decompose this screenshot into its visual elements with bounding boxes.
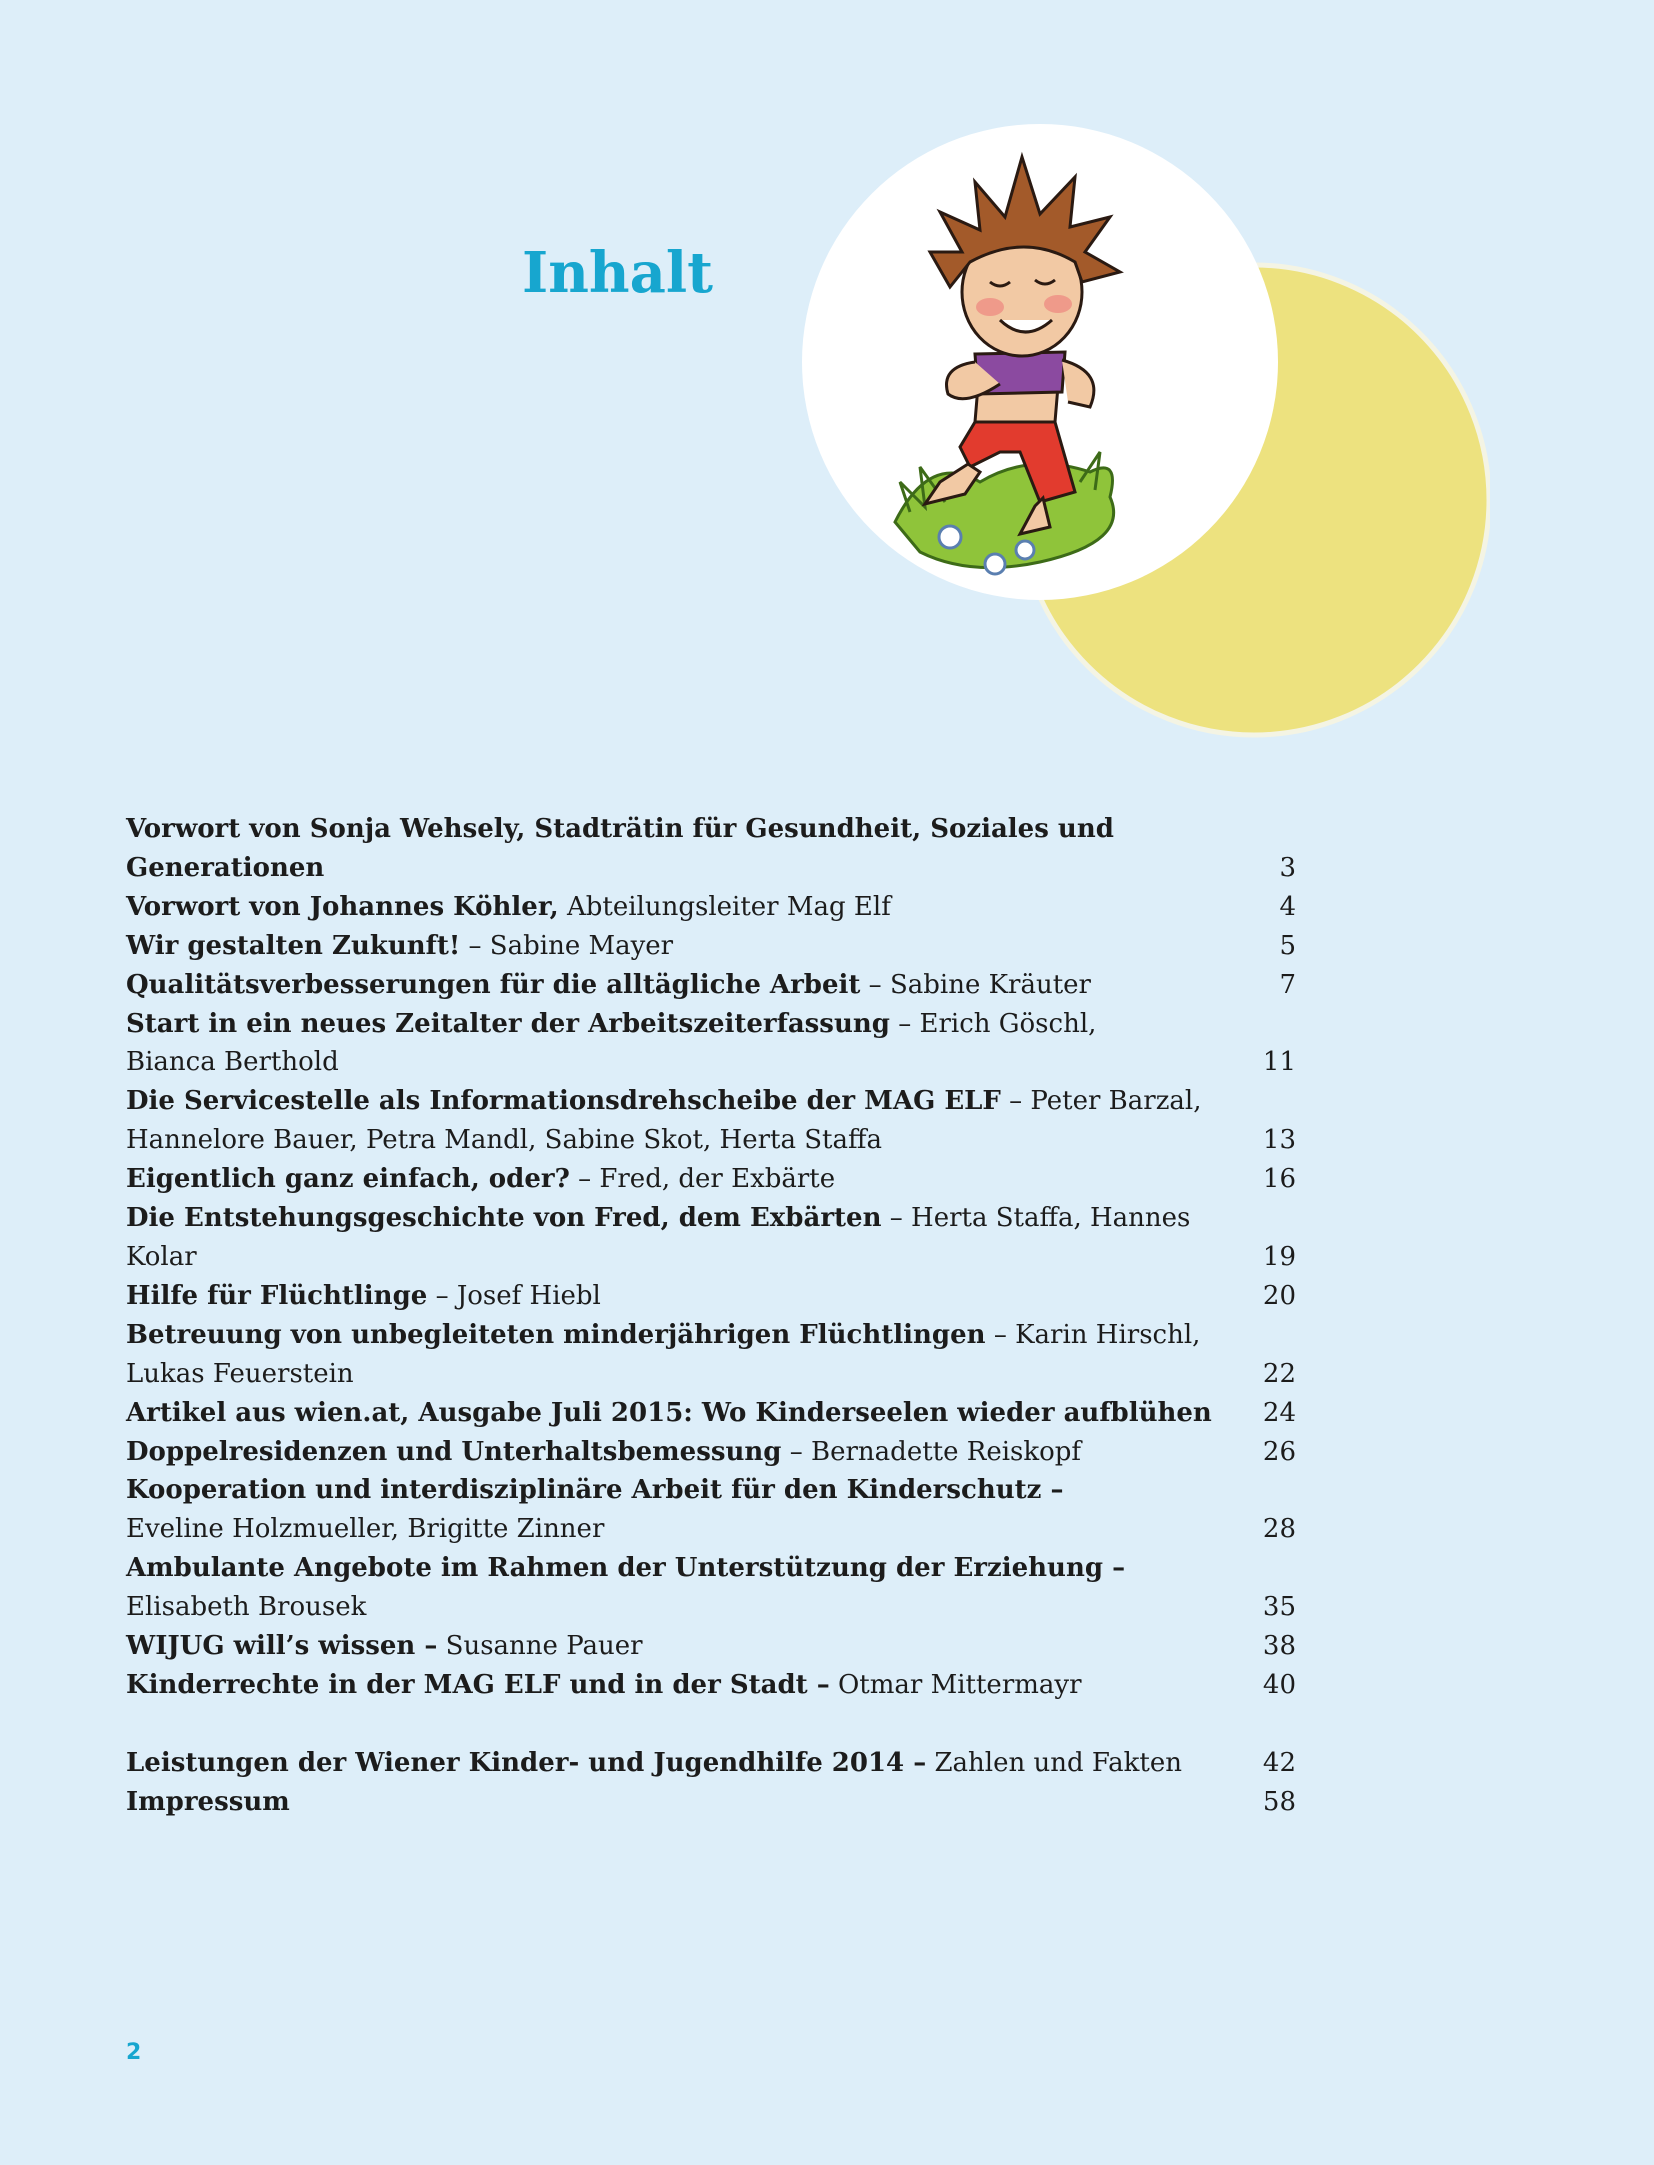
toc-entry-text [126, 1277, 601, 1316]
toc-entry-text [126, 966, 1091, 1005]
toc-entry-page-number: 5 [1279, 930, 1296, 961]
toc-entry [126, 1199, 1296, 1277]
toc-entry-text [126, 1744, 1182, 1783]
toc-entry-author: Abteilungsleiter Mag Elf [558, 891, 891, 922]
toc-entry-page-number: 11 [1262, 1047, 1296, 1078]
toc-entry-text [126, 1005, 1096, 1083]
toc-entry-text [126, 1471, 1064, 1549]
toc-entry-title: Doppelresidenzen und Unterhaltsbemessung [126, 1436, 782, 1467]
toc-entry-text [126, 1433, 1081, 1472]
toc-entry-title: Hilfe für Flüchtlinge [126, 1280, 428, 1311]
toc-entry [126, 1666, 1296, 1705]
toc-entry [126, 1394, 1296, 1433]
toc-entry-author: Zahlen und Fakten [926, 1747, 1183, 1778]
toc-entry [126, 1082, 1296, 1160]
toc-entry [126, 810, 1296, 888]
toc-entry-title: WIJUG will’s wissen – [126, 1631, 438, 1662]
toc-entry [126, 1433, 1296, 1472]
toc-entry-text [126, 1394, 1212, 1433]
table-of-contents [126, 810, 1296, 1822]
toc-entry-author: Otmar Mittermayr [829, 1669, 1082, 1700]
toc-entry-page-number: 3 [1279, 852, 1296, 883]
toc-entry [126, 888, 1296, 927]
toc-entry-author: – Erich Göschl, [889, 1008, 1097, 1039]
toc-entry-title: Vorwort von Sonja Wehsely, Stadträtin für Gesundheit, Soziales und Generationen [126, 814, 1114, 883]
toc-main-list [126, 810, 1296, 1705]
toc-entry-title: Vorwort von Johannes Köhler, [126, 891, 559, 922]
toc-entry-author: – Josef Hiebl [427, 1280, 601, 1311]
toc-entry-page-number: 28 [1262, 1514, 1296, 1545]
toc-entry-text [126, 1549, 1125, 1627]
toc-entry [126, 927, 1296, 966]
toc-entry-title: Die Servicestelle als Informationsdrehscheibe der MAG ELF [126, 1086, 1001, 1117]
toc-spacer [126, 1705, 1296, 1744]
toc-entry [126, 1005, 1296, 1083]
toc-entry-title: Die Entstehungsgeschichte von Fred, dem Exbärten [126, 1203, 882, 1234]
toc-entry-title: Start in ein neues Zeitalter der Arbeitszeiterfassung [126, 1008, 890, 1039]
toc-entry-title: Betreuung von unbegleiteten minderjährigen Flüchtlingen [126, 1319, 986, 1350]
toc-entry [126, 1549, 1296, 1627]
toc-entry-text [126, 1316, 1200, 1394]
toc-entry-author: – Peter Barzal, [1000, 1086, 1202, 1117]
toc-entry-title: Eigentlich ganz einfach, oder? [126, 1164, 570, 1195]
toc-entry [126, 1277, 1296, 1316]
toc-entry-author: – Fred, der Exbärte [569, 1164, 836, 1195]
toc-entry-page-number: 7 [1279, 969, 1296, 1000]
toc-entry-text [126, 1666, 1082, 1705]
toc-entry-page-number: 58 [1262, 1786, 1296, 1817]
toc-entry-author-continued: Lukas Feuerstein [126, 1358, 354, 1389]
toc-entry-text [126, 1783, 290, 1822]
toc-entry-author: Susanne Pauer [437, 1631, 643, 1662]
toc-entry-page-number: 19 [1262, 1241, 1296, 1272]
toc-entry-page-number: 22 [1262, 1358, 1296, 1389]
toc-entry-title: Kooperation und interdisziplinäre Arbeit für den Kinderschutz – [126, 1475, 1064, 1506]
page-title: Inhalt [522, 240, 714, 306]
toc-extra-list [126, 1744, 1296, 1822]
toc-entry-page-number: 35 [1262, 1592, 1296, 1623]
toc-entry-text [126, 1199, 1236, 1277]
toc-entry-title: Leistungen der Wiener Kinder- und Jugendhilfe 2014 – [126, 1747, 927, 1778]
toc-entry [126, 1783, 1296, 1822]
toc-entry-author: – Sabine Mayer [460, 930, 674, 961]
toc-entry-page-number: 24 [1262, 1397, 1296, 1428]
toc-entry-text [126, 1082, 1201, 1160]
toc-entry-title: Kinderrechte in der MAG ELF und in der Stadt – [126, 1669, 830, 1700]
toc-entry-author: – Herta Staffa, Hannes Kolar [126, 1203, 1191, 1272]
toc-entry-author: – Karin Hirschl, [985, 1319, 1201, 1350]
toc-entry [126, 1744, 1296, 1783]
toc-entry-author: – Sabine Kräuter [860, 969, 1091, 1000]
toc-entry-text [126, 888, 891, 927]
toc-entry [126, 1471, 1296, 1549]
toc-entry-text [126, 810, 1236, 888]
toc-entry [126, 1316, 1296, 1394]
toc-entry-text [126, 1627, 643, 1666]
toc-entry-title: Artikel aus wien.at, Ausgabe Juli 2015: Wo Kinderseelen wieder aufblühen [126, 1397, 1212, 1428]
toc-entry-page-number: 42 [1262, 1747, 1296, 1778]
toc-entry [126, 1160, 1296, 1199]
cartoon-boy-illustration [800, 122, 1490, 742]
toc-entry-author-continued: Eveline Holzmueller, Brigitte Zinner [126, 1514, 605, 1545]
toc-entry [126, 966, 1296, 1005]
toc-entry-title: Wir gestalten Zukunft! [126, 930, 461, 961]
toc-entry-page-number: 4 [1279, 891, 1296, 922]
toc-entry-author-continued: Elisabeth Brousek [126, 1592, 367, 1623]
toc-entry-title: Ambulante Angebote im Rahmen der Unterstützung der Erziehung – [126, 1553, 1126, 1584]
toc-entry-text [126, 1160, 835, 1199]
toc-entry-page-number: 38 [1262, 1631, 1296, 1662]
toc-entry-page-number: 26 [1262, 1436, 1296, 1467]
toc-entry-author: – Bernadette Reiskopf [781, 1436, 1082, 1467]
toc-entry-author-continued: Hannelore Bauer, Petra Mandl, Sabine Skot, Herta Staffa [126, 1125, 882, 1156]
toc-entry-text [126, 927, 673, 966]
page-number: 2 [126, 2040, 142, 2065]
toc-entry-author-continued: Bianca Berthold [126, 1047, 339, 1078]
toc-entry [126, 1627, 1296, 1666]
toc-entry-page-number: 16 [1262, 1164, 1296, 1195]
toc-entry-page-number: 20 [1262, 1280, 1296, 1311]
toc-entry-page-number: 40 [1262, 1669, 1296, 1700]
toc-entry-page-number: 13 [1262, 1125, 1296, 1156]
toc-entry-title: Qualitätsverbesserungen für die alltägliche Arbeit [126, 969, 861, 1000]
toc-entry-title: Impressum [126, 1786, 290, 1817]
